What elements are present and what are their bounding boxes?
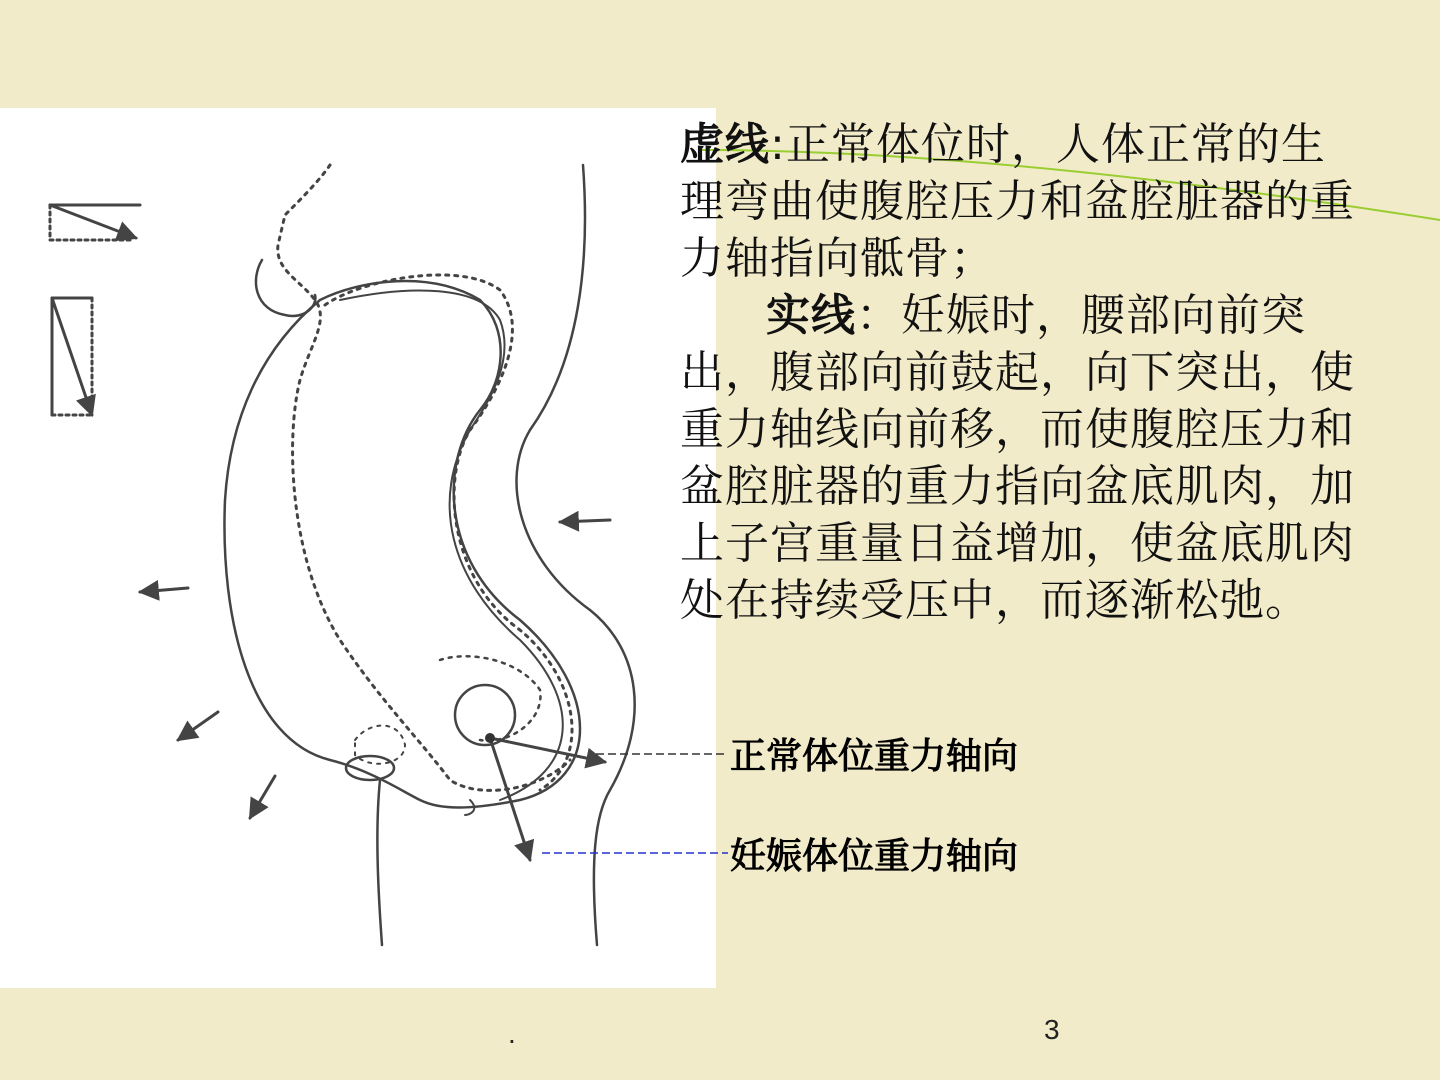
normal-gravity-axis bbox=[490, 738, 605, 762]
arrow-front bbox=[140, 588, 188, 592]
arrow-back bbox=[560, 520, 610, 522]
front-outline-dotted bbox=[278, 165, 570, 790]
front-outline-solid bbox=[224, 281, 580, 807]
description-text bbox=[680, 116, 1370, 629]
dashed-line-text: :正常体位时，人体正常的生理弯曲使腹腔压力和盆腔脏器的重力轴指向骶骨； bbox=[680, 119, 1355, 284]
footer-dot: . bbox=[508, 1018, 516, 1049]
pelvis-dotted bbox=[440, 656, 540, 740]
arrow-down bbox=[250, 776, 275, 818]
pregnant-axis-label: 妊娠体位重力轴向 bbox=[730, 835, 1019, 877]
breast-outline bbox=[256, 260, 315, 316]
center-of-gravity bbox=[485, 733, 495, 743]
solid-line-term: 实线 bbox=[766, 290, 856, 341]
solid-line-paragraph bbox=[680, 287, 1370, 629]
solid-line-text: ：妊娠时，腰部向前突出，腹部向前鼓起，向下突出，使重力轴线向前移，而使腹腔压力和盆腔脏器的重力指向盆底肌肉，加上子宫重量日益增加，使盆底肌肉处在持续受压中，而逐渐松弛。 bbox=[680, 290, 1355, 626]
vector-sketch-side bbox=[52, 298, 92, 415]
leg-front bbox=[377, 780, 382, 945]
vector-sketch-top bbox=[50, 205, 140, 240]
back-outline bbox=[517, 165, 635, 945]
dashed-line-paragraph bbox=[680, 116, 1370, 287]
dashed-line-term: 虚线 bbox=[680, 119, 770, 170]
pelvic-organ bbox=[455, 685, 515, 745]
normal-axis-label: 正常体位重力轴向 bbox=[730, 735, 1019, 777]
page-number: 3 bbox=[1044, 1014, 1060, 1045]
arrow-lower-front bbox=[178, 712, 218, 740]
